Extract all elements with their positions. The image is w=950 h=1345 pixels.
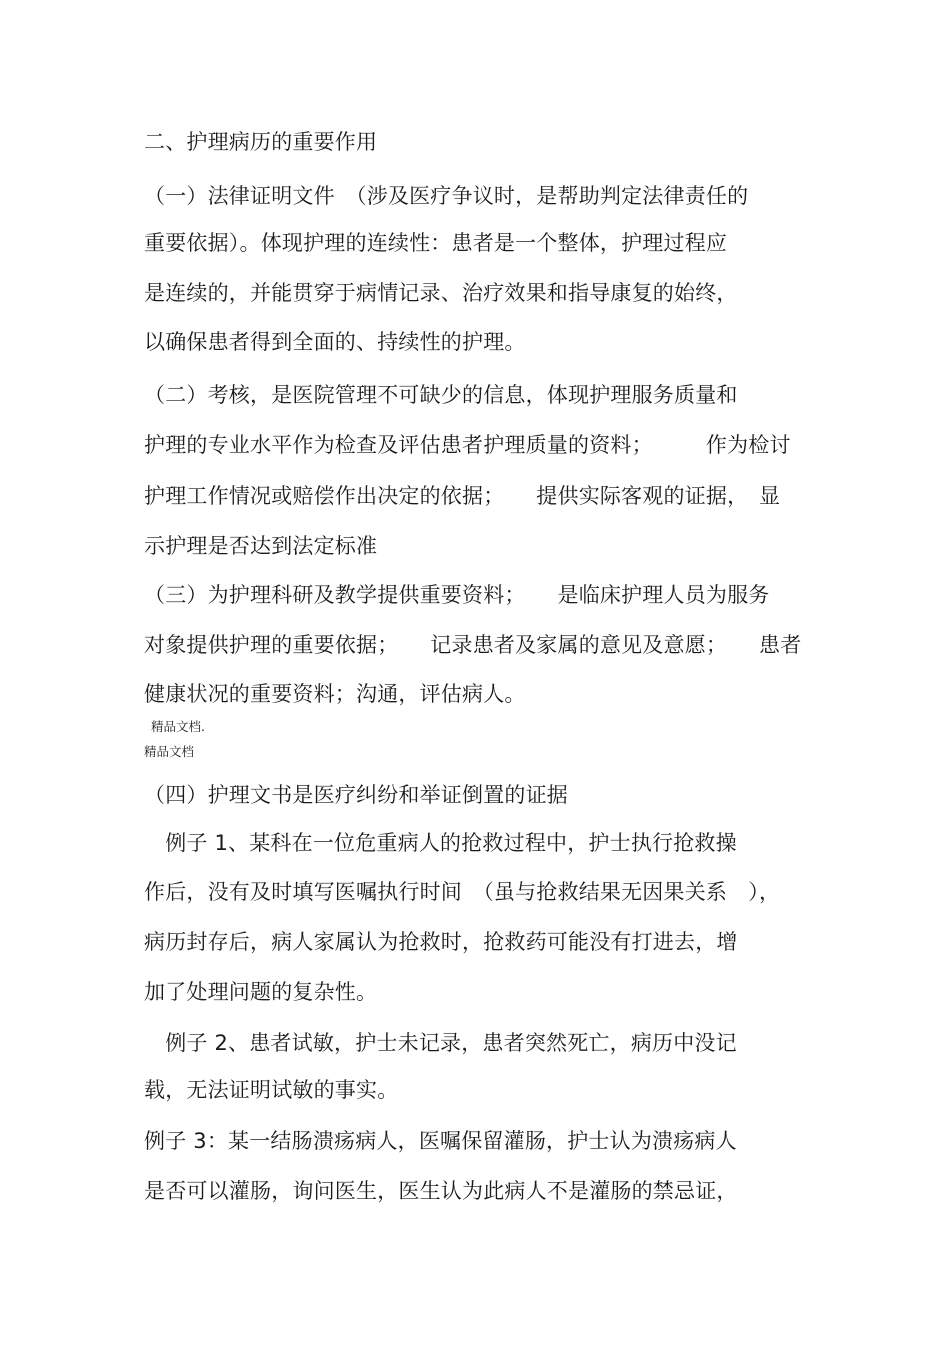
paragraph-line: 健康状况的重要资料；沟通，评估病人。 — [144, 682, 526, 706]
paragraph-line: 是否可以灌肠，询问医生，医生认为此病人不是灌肠的禁忌证， — [144, 1179, 738, 1203]
paragraph-line: 作后，没有及时填写医嘱执行时间 （虽与抢救结果无因果关系 ）， — [144, 880, 781, 904]
paragraph-line: 病历封存后，病人家属认为抢救时，抢救药可能没有打进去，增 — [144, 930, 738, 954]
paragraph-line: 重要依据）。体现护理的连续性：患者是一个整体，护理过程应 — [144, 231, 728, 255]
paragraph-line: 示护理是否达到法定标准 — [144, 534, 378, 558]
paragraph-line: 加了处理问题的复杂性。 — [144, 980, 378, 1004]
paragraph-line: 是连续的，并能贯穿于病情记录、治疗效果和指导康复的始终， — [144, 281, 738, 305]
paragraph-line: （三）为护理科研及教学提供重要资料； 是临床护理人员为服务 — [144, 583, 770, 607]
paragraph-line: （二）考核，是医院管理不可缺少的信息，体现护理服务质量和 — [144, 383, 738, 407]
section-heading: 二、护理病历的重要作用 — [144, 130, 378, 154]
paragraph-line: （四）护理文书是医疗纠纷和举证倒置的证据 — [144, 783, 568, 807]
paragraph-line: 例子 2、患者试敏，护士未记录，患者突然死亡，病历中没记 — [144, 1031, 737, 1055]
paragraph-line: 护理工作情况或赔偿作出决定的依据； 提供实际客观的证据， 显 — [144, 484, 781, 508]
paragraph-line: 例子 3：某一结肠溃疡病人，医嘱保留灌肠，护士认为溃疡病人 — [144, 1129, 737, 1153]
watermark-text: 精品文档. — [151, 719, 205, 734]
watermark-text: 精品文档 — [144, 744, 195, 759]
paragraph-line: 以确保患者得到全面的、持续性的护理。 — [144, 330, 526, 354]
paragraph-line: 载，无法证明试敏的事实。 — [144, 1078, 399, 1102]
paragraph-line: （一）法律证明文件 （涉及医疗争议时，是帮助判定法律责任的 — [144, 184, 749, 208]
paragraph-line: 对象提供护理的重要依据； 记录患者及家属的意见及意愿； 患者 — [144, 633, 802, 657]
paragraph-line: 例子 1、某科在一位危重病人的抢救过程中，护士执行抢救操 — [144, 831, 737, 855]
paragraph-line: 护理的专业水平作为检查及评估患者护理质量的资料； 作为检讨 — [144, 433, 791, 457]
